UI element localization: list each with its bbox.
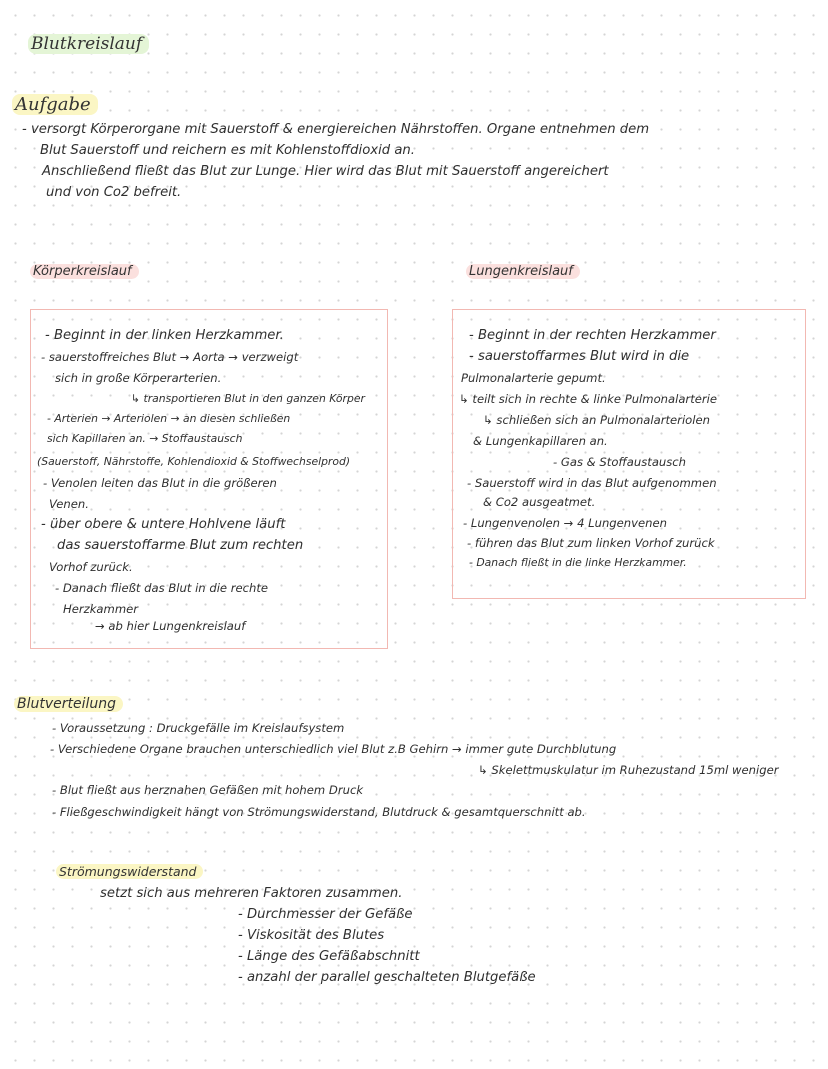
verteilung-line: ↳ Skelettmuskulatur im Ruhezustand 15ml weniger: [478, 763, 779, 777]
stroemung-factor: - Länge des Gefäßabschnitt: [238, 949, 420, 964]
aufgabe-line: Anschließend fließt das Blut zur Lunge. Hier wird das Blut mit Sauerstoff angereichert: [42, 164, 609, 179]
lungenkreislauf-heading: Lungenkreislauf: [466, 264, 580, 279]
lunge-line: - sauerstoffarmes Blut wird in die: [469, 349, 690, 364]
aufgabe-line: und von Co2 befreit.: [46, 185, 182, 200]
lunge-line: - Danach fließt in die linke Herzkammer.: [469, 556, 687, 569]
aufgabe-heading: Aufgabe: [12, 94, 98, 115]
koerper-line: - Arterien → Arteriolen → an diesen schließen: [47, 412, 291, 425]
lunge-line: ↳ schließen sich an Pulmonalarteriolen: [483, 413, 710, 427]
stroemung-intro: setzt sich aus mehreren Faktoren zusammen.: [100, 886, 403, 901]
lunge-line: - Lungenvenolen → 4 Lungenvenen: [463, 516, 667, 530]
lunge-line: & Lungenkapillaren an.: [473, 434, 608, 448]
koerper-line: → ab hier Lungenkreislauf: [95, 619, 246, 633]
stroemung-factor: - Durchmesser der Gefäße: [238, 907, 413, 922]
lunge-line: - Sauerstoff wird in das Blut aufgenommen: [467, 476, 717, 490]
koerper-line: Herzkammer: [63, 602, 139, 616]
aufgabe-line: - versorgt Körperorgane mit Sauerstoff & energiereichen Nährstoffen. Organe entnehmen dem: [22, 122, 650, 137]
blutverteilung-heading: Blutverteilung: [14, 696, 123, 712]
stroemung-factor: - anzahl der parallel geschalteten Blutgefäße: [238, 970, 536, 985]
verteilung-line: - Fließgeschwindigkeit hängt von Strömungswiderstand, Blutdruck & gesamtquerschnitt ab.: [52, 805, 586, 819]
koerper-line: - Venolen leiten das Blut in die größeren: [43, 476, 277, 490]
koerperkreislauf-heading: Körperkreislauf: [30, 264, 139, 279]
lungenkreislauf-box: [452, 309, 806, 599]
koerper-line: das sauerstoffarme Blut zum rechten: [57, 538, 304, 553]
stroemungswiderstand-heading: Strömungswiderstand: [56, 864, 203, 879]
koerper-line: Venen.: [49, 497, 89, 511]
aufgabe-line: Blut Sauerstoff und reichern es mit Kohlenstoffdioxid an.: [40, 143, 415, 158]
lunge-line: - Gas & Stoffaustausch: [553, 455, 687, 469]
koerper-line: sich in große Körperarterien.: [55, 371, 222, 385]
lunge-line: ↳ teilt sich in rechte & linke Pulmonalarterie: [459, 392, 718, 406]
verteilung-line: - Blut fließt aus herznahen Gefäßen mit hohem Druck: [52, 783, 364, 797]
koerper-line: (Sauerstoff, Nährstoffe, Kohlendioxid & Stoffwechselprod): [37, 455, 351, 468]
koerperkreislauf-box: [30, 309, 388, 649]
koerper-line: - über obere & untere Hohlvene läuft: [41, 517, 286, 532]
koerper-line: - Beginnt in der linken Herzkammer.: [45, 328, 284, 343]
koerper-line: - Danach fließt das Blut in die rechte: [55, 581, 269, 595]
koerper-line: Vorhof zurück.: [49, 560, 133, 574]
koerper-line: ↳ transportieren Blut in den ganzen Körper: [131, 392, 365, 405]
lunge-line: & Co2 ausgeatmet.: [483, 495, 596, 509]
lunge-line: - führen das Blut zum linken Vorhof zurück: [467, 536, 715, 550]
lunge-line: - Beginnt in der rechten Herzkammer: [469, 328, 716, 343]
page-title: Blutkreislauf: [28, 34, 149, 54]
stroemung-factor: - Viskosität des Blutes: [238, 928, 385, 943]
lunge-line: Pulmonalarterie gepumt.: [461, 371, 606, 385]
verteilung-line: - Verschiedene Organe brauchen unterschiedlich viel Blut z.B Gehirn → immer gute Durchblutung: [50, 742, 617, 756]
verteilung-line: - Voraussetzung : Druckgefälle im Kreislaufsystem: [52, 721, 345, 735]
koerper-line: sich Kapillaren an. → Stoffaustausch: [47, 432, 243, 445]
koerper-line: - sauerstoffreiches Blut → Aorta → verzweigt: [41, 350, 299, 364]
